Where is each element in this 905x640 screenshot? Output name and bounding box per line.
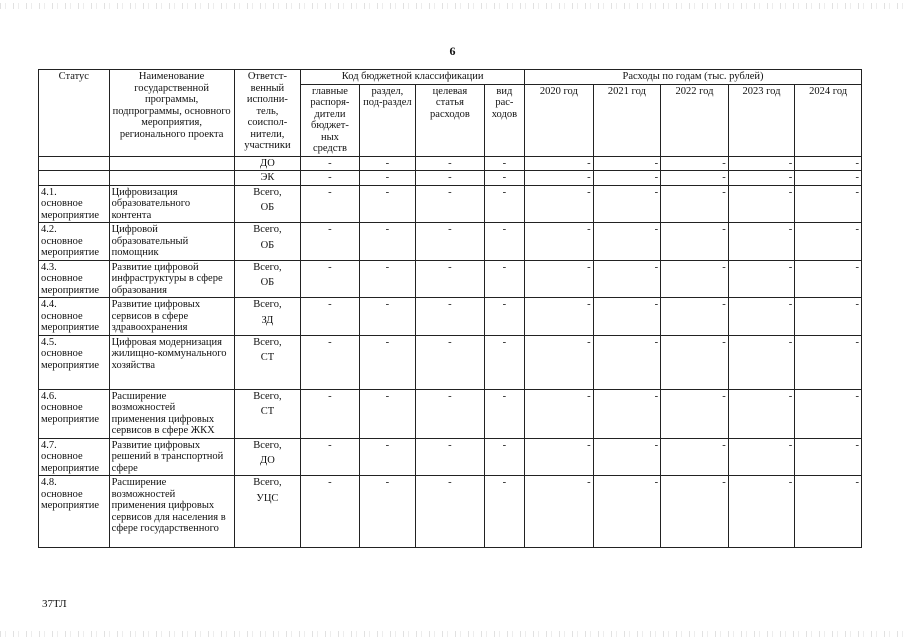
dash-cell: - xyxy=(484,298,524,336)
header-status: Статус xyxy=(39,70,110,157)
dash-cell: - xyxy=(359,171,415,186)
dash-cell: - xyxy=(525,171,594,186)
activity-number: 4.5. xyxy=(41,336,57,348)
table-row xyxy=(39,438,862,476)
responsible-code: ОБ xyxy=(260,239,275,251)
dash-cell: - xyxy=(359,476,415,548)
dash-cell: - xyxy=(301,476,359,548)
dash-cell: - xyxy=(301,438,359,476)
continuation-row xyxy=(39,156,862,171)
dash-cell: - xyxy=(593,260,661,298)
header-expenses-by-year: Расходы по годам (тыс. рублей) xyxy=(525,70,862,85)
dash-cell: - xyxy=(728,438,795,476)
dash-cell: - xyxy=(795,260,862,298)
dash-cell: - xyxy=(795,185,862,223)
responsible-cell: ДО xyxy=(234,156,301,171)
table-row xyxy=(39,389,862,438)
responsible-total: Всего, xyxy=(253,439,282,451)
table-row xyxy=(39,260,862,298)
dash-cell: - xyxy=(301,298,359,336)
header-name: Наименование государственной программы, подпрограммы, основного мероприятия, регионального проекта xyxy=(109,70,234,157)
header-year-2024: 2024 год xyxy=(795,84,862,156)
dash-cell: - xyxy=(661,260,729,298)
responsible-total: Всего, xyxy=(253,390,282,402)
responsible-code: ЗД xyxy=(261,314,274,326)
activity-number: 4.7. xyxy=(41,439,57,451)
header-year-2022: 2022 год xyxy=(661,84,729,156)
dash-cell: - xyxy=(416,389,485,438)
dash-cell: - xyxy=(661,185,729,223)
activity-name: Развитие цифровой инфраструктуры в сфере образования xyxy=(109,260,234,298)
dash-cell: - xyxy=(484,223,524,261)
status-cell xyxy=(39,476,110,548)
dash-cell: - xyxy=(525,438,594,476)
scan-noise-bottom xyxy=(0,631,905,637)
dash-cell: - xyxy=(416,156,485,171)
header-year-2020: 2020 год xyxy=(525,84,594,156)
dash-cell: - xyxy=(301,156,359,171)
table-cell xyxy=(109,171,234,186)
activity-status: основное мероприятие xyxy=(41,348,99,371)
header-budget-code: Код бюджетной классификации xyxy=(301,70,525,85)
dash-cell: - xyxy=(728,260,795,298)
dash-cell: - xyxy=(359,156,415,171)
responsible-cell: ЭК xyxy=(234,171,301,186)
table-cell xyxy=(39,156,110,171)
dash-cell: - xyxy=(795,438,862,476)
responsible-total: Всего, xyxy=(253,261,282,273)
dash-cell: - xyxy=(484,171,524,186)
dash-cell: - xyxy=(416,476,485,548)
dash-cell: - xyxy=(416,260,485,298)
activity-name: Цифровая модернизация жилищно-коммунального хозяйства xyxy=(109,335,234,389)
header-section: раздел, под-раздел xyxy=(359,84,415,156)
dash-cell: - xyxy=(593,476,661,548)
dash-cell: - xyxy=(359,389,415,438)
dash-cell: - xyxy=(661,389,729,438)
dash-cell: - xyxy=(728,335,795,389)
dash-cell: - xyxy=(593,335,661,389)
dash-cell: - xyxy=(728,298,795,336)
responsible-cell xyxy=(234,298,301,336)
dash-cell: - xyxy=(301,185,359,223)
table-row xyxy=(39,298,862,336)
dash-cell: - xyxy=(525,476,594,548)
dash-cell: - xyxy=(593,298,661,336)
activity-name: Расширение возможностей применения цифровых сервисов для населения в сфере государственного xyxy=(109,476,234,548)
table-cell xyxy=(109,156,234,171)
dash-cell: - xyxy=(795,171,862,186)
responsible-code: ОБ xyxy=(260,277,275,288)
table-row xyxy=(39,223,862,261)
activity-status: основное мероприятие xyxy=(41,451,99,474)
responsible-code: ОБ xyxy=(260,202,275,213)
dash-cell: - xyxy=(484,185,524,223)
dash-cell: - xyxy=(525,389,594,438)
dash-cell: - xyxy=(301,260,359,298)
dash-cell: - xyxy=(416,223,485,261)
dash-cell: - xyxy=(359,298,415,336)
dash-cell: - xyxy=(416,438,485,476)
dash-cell: - xyxy=(359,185,415,223)
dash-cell: - xyxy=(484,389,524,438)
dash-cell: - xyxy=(795,223,862,261)
header-responsible: Ответст-венный исполни-тель, соиспол-нители, участники xyxy=(234,70,301,157)
responsible-total: Всего, xyxy=(253,224,282,235)
dash-cell: - xyxy=(728,476,795,548)
header-target-item: целевая статья расходов xyxy=(416,84,485,156)
dash-cell: - xyxy=(359,438,415,476)
responsible-total: Всего, xyxy=(253,477,282,488)
header-year-2023: 2023 год xyxy=(728,84,795,156)
activity-status: основное мероприятие xyxy=(41,235,99,258)
header-main-managers: главные распоря-дители бюджет-ных средств xyxy=(301,84,359,156)
status-cell xyxy=(39,185,110,223)
dash-cell: - xyxy=(525,298,594,336)
activity-status: основное мероприятие xyxy=(41,198,99,221)
responsible-code: СТ xyxy=(260,406,275,417)
dash-cell: - xyxy=(661,223,729,261)
responsible-total: Всего, xyxy=(253,186,282,198)
activity-name: Развитие цифровых решений в транспортной сфере xyxy=(109,438,234,476)
dash-cell: - xyxy=(795,298,862,336)
activity-number: 4.4. xyxy=(41,299,57,310)
dash-cell: - xyxy=(661,438,729,476)
dash-cell: - xyxy=(728,389,795,438)
dash-cell: - xyxy=(593,389,661,438)
dash-cell: - xyxy=(301,223,359,261)
dash-cell: - xyxy=(661,171,729,186)
dash-cell: - xyxy=(484,335,524,389)
dash-cell: - xyxy=(301,171,359,186)
responsible-total: Всего, xyxy=(253,336,282,348)
dash-cell: - xyxy=(795,389,862,438)
dash-cell: - xyxy=(728,223,795,261)
dash-cell: - xyxy=(593,185,661,223)
dash-cell: - xyxy=(593,223,661,261)
dash-cell: - xyxy=(525,260,594,298)
dash-cell: - xyxy=(795,476,862,548)
dash-cell: - xyxy=(795,335,862,389)
dash-cell: - xyxy=(484,260,524,298)
dash-cell: - xyxy=(525,185,594,223)
dash-cell: - xyxy=(661,476,729,548)
page-number: 6 xyxy=(449,44,456,58)
responsible-code: ДО xyxy=(260,455,275,466)
status-cell xyxy=(39,223,110,261)
budget-table xyxy=(38,69,862,548)
activity-name: Расширение возможностей применения цифровых сервисов в сфере ЖКХ xyxy=(109,389,234,438)
activity-number: 4.8. xyxy=(41,477,57,488)
status-cell xyxy=(39,260,110,298)
activity-number: 4.1. xyxy=(41,186,57,198)
activity-status: основное мероприятие xyxy=(41,402,99,425)
activity-number: 4.2. xyxy=(41,224,57,235)
activity-name: Развитие цифровых сервисов в сфере здравоохранения xyxy=(109,298,234,336)
dash-cell: - xyxy=(593,156,661,171)
header-expense-type: вид рас-ходов xyxy=(484,84,524,156)
dash-cell: - xyxy=(593,438,661,476)
activity-name: Цифровой образовательный помощник xyxy=(109,223,234,261)
table-cell xyxy=(39,171,110,186)
dash-cell: - xyxy=(416,185,485,223)
dash-cell: - xyxy=(795,156,862,171)
table-row xyxy=(39,185,862,223)
dash-cell: - xyxy=(661,298,729,336)
dash-cell: - xyxy=(484,438,524,476)
table-row xyxy=(39,335,862,389)
continuation-row xyxy=(39,171,862,186)
table-body xyxy=(39,156,862,548)
dash-cell: - xyxy=(359,260,415,298)
dash-cell: - xyxy=(484,156,524,171)
dash-cell: - xyxy=(728,156,795,171)
activity-status: основное мероприятие xyxy=(41,310,99,333)
header-row-1 xyxy=(39,70,862,85)
dash-cell: - xyxy=(301,389,359,438)
footer-code: 37ТЛ xyxy=(42,598,67,610)
responsible-code: УЦС xyxy=(256,492,279,504)
responsible-cell xyxy=(234,335,301,389)
dash-cell: - xyxy=(661,156,729,171)
responsible-cell xyxy=(234,185,301,223)
dash-cell: - xyxy=(359,335,415,389)
status-cell xyxy=(39,389,110,438)
dash-cell: - xyxy=(416,171,485,186)
responsible-cell xyxy=(234,438,301,476)
status-cell xyxy=(39,335,110,389)
header-year-2021: 2021 год xyxy=(593,84,661,156)
dash-cell: - xyxy=(484,476,524,548)
dash-cell: - xyxy=(416,298,485,336)
dash-cell: - xyxy=(593,171,661,186)
responsible-cell xyxy=(234,389,301,438)
dash-cell: - xyxy=(525,156,594,171)
dash-cell: - xyxy=(728,185,795,223)
table-row xyxy=(39,476,862,548)
dash-cell: - xyxy=(728,171,795,186)
dash-cell: - xyxy=(359,223,415,261)
status-cell xyxy=(39,438,110,476)
responsible-code: СТ xyxy=(260,352,275,363)
activity-number: 4.6. xyxy=(41,390,57,402)
dash-cell: - xyxy=(525,335,594,389)
dash-cell: - xyxy=(525,223,594,261)
responsible-total: Всего, xyxy=(253,299,282,310)
status-cell xyxy=(39,298,110,336)
activity-status: основное мероприятие xyxy=(41,488,99,511)
activity-number: 4.3. xyxy=(41,261,57,273)
dash-cell: - xyxy=(301,335,359,389)
responsible-cell xyxy=(234,260,301,298)
responsible-cell xyxy=(234,476,301,548)
dash-cell: - xyxy=(661,335,729,389)
activity-status: основное мероприятие xyxy=(41,273,99,296)
activity-name: Цифровизация образовательного контента xyxy=(109,185,234,223)
scan-noise-top xyxy=(0,3,905,9)
dash-cell: - xyxy=(416,335,485,389)
responsible-cell xyxy=(234,223,301,261)
